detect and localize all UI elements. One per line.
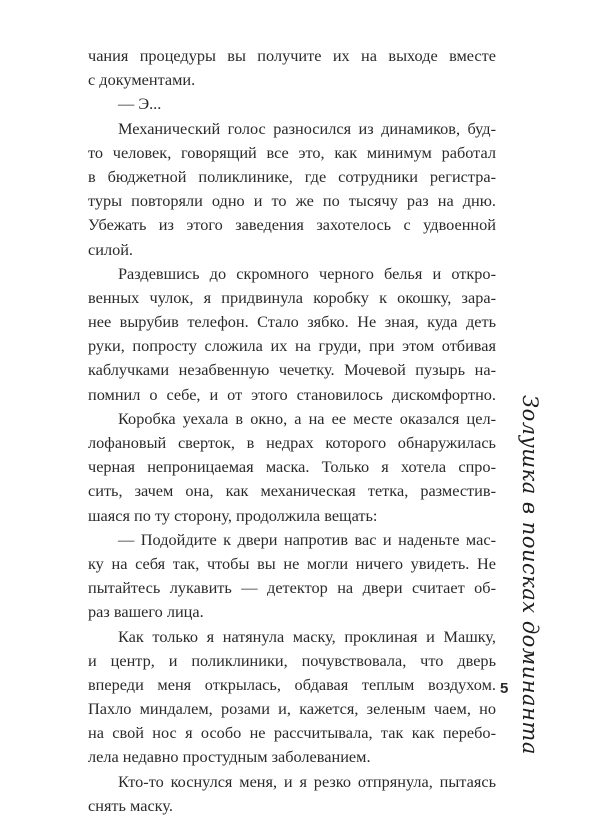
text-line: — Подойдите к двери напротив вас и наденьте мас- xyxy=(118,529,496,549)
text-line: нее вырубив телефон. Стало зябко. Не зная, куда деть xyxy=(88,312,496,332)
text-line: Пахло миндалем, розами и, кажется, зеленым чаем, но xyxy=(88,699,496,719)
text-line: Коробка уехала в окно, а на ее месте оказался цел- xyxy=(118,408,496,428)
text-line: каблучками незабвенную чечетку. Мочевой пузырь на- xyxy=(88,360,496,380)
page-number: 5 xyxy=(500,680,509,697)
text-line: лофановый сверток, в недрах которого обнаружилась xyxy=(88,433,496,452)
text-line: помнил о себе, и от этого становилось дискомфортно. xyxy=(88,384,496,404)
text-line: и центр, и поликлиники, почувствовала, что дверь xyxy=(88,650,496,670)
text-line: лела недавно простудным заболеванием. xyxy=(88,747,371,767)
text-line: то человек, говорящий все это, как минимум работал xyxy=(88,142,496,162)
text-line: Механический голос разносился из динамиков, буд- xyxy=(118,118,496,138)
text-line: ку на себя так, чтобы вы не могли ничего увидеть. Не xyxy=(88,553,496,573)
text-line: с документами. xyxy=(88,70,196,90)
text-line: венных чулок, я придвинула коробку к окошку, зара- xyxy=(88,287,496,307)
text-line: силой. xyxy=(88,239,133,259)
text-line: впереди меня открылась, обдавая теплым воздухом. xyxy=(88,674,496,694)
running-title: Золушка в поисках доминанта xyxy=(518,395,542,755)
text-line: Как только я натянула маску, проклиная и Машку, xyxy=(118,626,496,646)
text-line: туры повторяли одно и то же по тысячу раз на дню. xyxy=(88,191,496,211)
text-line: в бюджетной поликлинике, где сотрудники регистра- xyxy=(88,166,496,186)
text-line: Убежать из этого заведения захотелось с удвоенной xyxy=(88,215,496,235)
text-line: снять маску. xyxy=(88,795,173,815)
text-line: сить, зачем она, как механическая тетка, разместив- xyxy=(88,481,496,501)
text-line: раз вашего лица. xyxy=(88,602,204,622)
body-text xyxy=(88,44,496,818)
text-line: черная непроницаемая маска. Только я хотела спро- xyxy=(88,457,496,477)
text-line: — Э... xyxy=(118,94,162,114)
text-line: чания процедуры вы получите их на выходе вместе xyxy=(88,46,496,65)
text-line: руки, попросту сложила их на груди, при этом отбивая xyxy=(88,336,496,356)
text-line: Кто-то коснулся меня, и я резко отпрянула, пытаясь xyxy=(118,771,496,791)
text-line: на свой нос я особо не рассчитывала, так как перебо- xyxy=(88,723,496,743)
text-line: пытайтесь лукавить — детектор на двери считает об- xyxy=(88,578,496,598)
text-line: шаяся по ту сторону, продолжила вещать: xyxy=(88,505,378,525)
text-line: Раздевшись до скромного черного белья и откро- xyxy=(118,263,496,283)
